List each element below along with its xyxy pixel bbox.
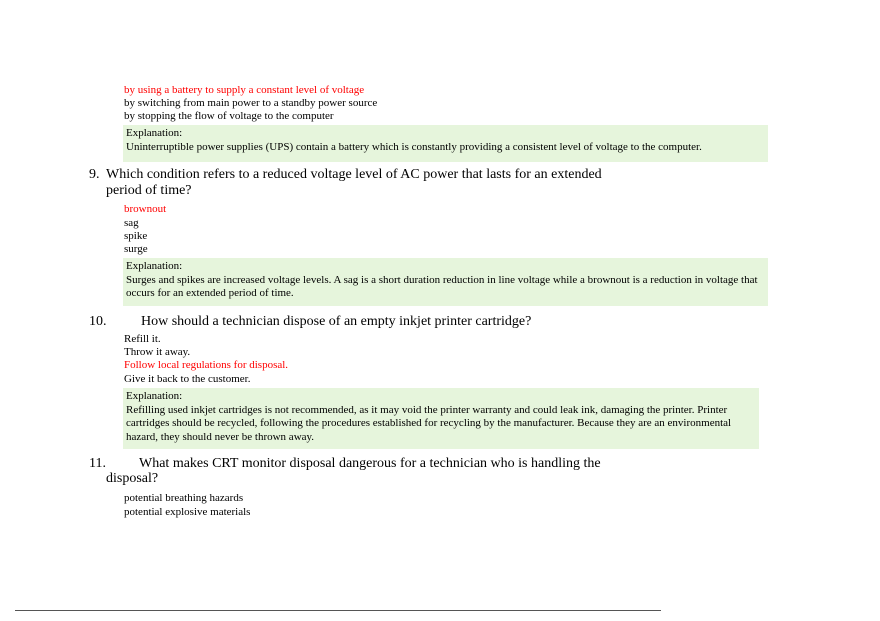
q10-explanation-box [123,388,759,449]
q8-option-1-correct: by using a battery to supply a constant level of voltage [124,84,365,96]
q9-question-line1: Which condition refers to a reduced voltage level of AC power that lasts for an extended [106,167,602,182]
q9-number: 9. [89,167,100,182]
q11-option-2: potential explosive materials [124,506,251,518]
q9-explanation-box [123,258,768,306]
q9-explanation-text: Surges and spikes are increased voltage levels. A sag is a short duration reduction in line voltage while a brownout is a reduction in voltage that occurs for an extended period of time. [126,273,758,299]
q10-number: 10. [89,314,107,329]
q10-question-line1: How should a technician dispose of an empty inkjet printer cartridge? [141,314,532,329]
q10-option-3-correct: Follow local regulations for disposal. [124,359,289,371]
q9-option-2: sag [124,217,139,229]
q10-option-4: Give it back to the customer. [124,373,251,385]
q10-explanation-heading: Explanation: [126,390,183,402]
q9-explanation-heading: Explanation: [126,260,183,272]
q9-option-1-correct: brownout [124,203,167,215]
q10-explanation-text: Refilling used inkjet cartridges is not recommended, as it may void the printer warranty and could leak ink, damaging the printer. Printer cartridges should be recycled, following the procedures established for recycling by the manufacturer. Because they are an environmental hazard, they should never be thrown away. [126,403,732,443]
q8-explanation-box [123,125,768,162]
q9-option-4: surge [124,243,148,255]
q11-question-line1: What makes CRT monitor disposal dangerous for a technician who is handling the [139,456,601,471]
q11-question-line2: disposal? [106,471,159,486]
q8-explanation-text: Uninterruptible power supplies (UPS) contain a battery which is constantly providing a consistent level of voltage to the computer. [126,140,702,153]
q8-explanation-heading: Explanation: [126,127,183,139]
q11-option-1: potential breathing hazards [124,492,244,504]
q8-option-2: by switching from main power to a standby power source [124,97,378,109]
q9-option-3: spike [124,230,148,242]
footer-divider [15,610,661,611]
q11-number: 11. [89,456,106,471]
q10-option-2: Throw it away. [124,346,191,358]
q9-question-line2: period of time? [106,183,192,198]
q8-option-3: by stopping the flow of voltage to the computer [124,110,334,122]
q10-option-1: Refill it. [124,333,161,345]
